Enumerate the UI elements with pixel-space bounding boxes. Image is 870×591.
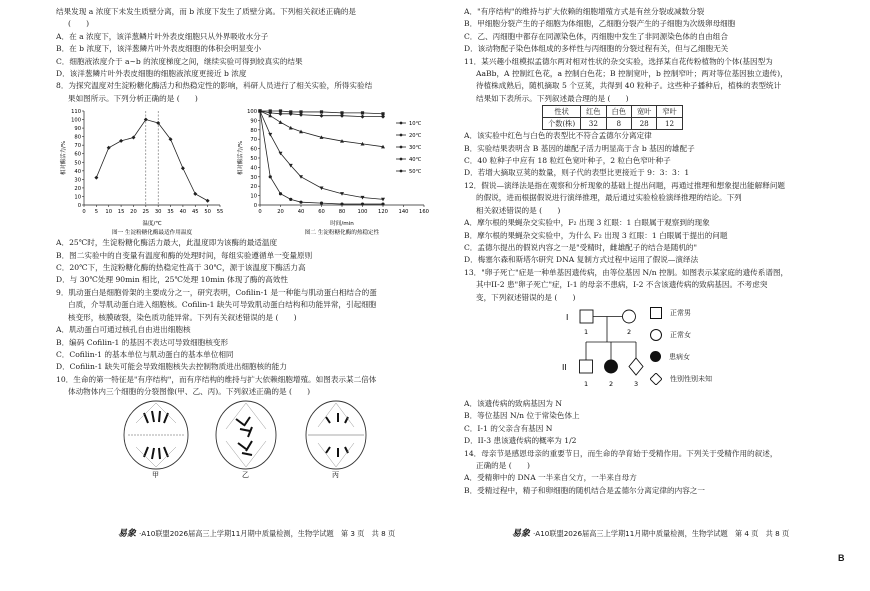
chart-optimal-temperature <box>56 105 236 237</box>
q12-options <box>464 217 836 267</box>
text-line: 10．生命的第一特征是"有序结构"，而有序结构的维持与扩大依赖细胞增殖。如图表示某二倍体 <box>56 374 377 384</box>
x-tick-label: 10 <box>105 209 113 216</box>
y-tick-label: 80 <box>74 134 81 141</box>
table-cell: 28 <box>631 118 656 130</box>
y-tick-label: 70 <box>250 137 257 144</box>
text-line: A．"有序结构"的维持与扩大依赖的细胞增殖方式是有丝分裂或减数分裂 <box>464 7 705 16</box>
x-tick-label: 30 <box>154 209 162 216</box>
text-line: B．受精过程中，精子和卵细胞的随机结合是孟德尔分离定律的内容之一 <box>464 485 705 495</box>
text-line: C．孟德尔提出的假说内容之一是"受精时，雌雄配子的结合是随机的" <box>464 242 698 252</box>
individual-number: 1 <box>584 379 589 388</box>
data-point <box>381 203 384 206</box>
legend-item <box>650 306 712 320</box>
chart1-ylabel: 相对酶活力/% <box>61 141 67 176</box>
chart1-xlabel: 温度/℃ <box>142 221 162 228</box>
data-point <box>258 110 261 113</box>
text-line: 13．"卵子死亡"症是一种单基因遗传病，由等位基因 N/n 控制。如图表示某家庭的遗传系谱图， <box>464 267 789 277</box>
text-line: 11．某兴趣小组模拟孟德尔两对相对性状的杂交实验，选择某自花传粉植物的个体(基因型为 <box>464 56 773 66</box>
individual-number: 2 <box>609 379 614 388</box>
text-line: B．编码 Cofilin-1 的基因不表达可导致细胞核变形 <box>56 337 229 347</box>
legend-item <box>650 328 712 342</box>
text-line: B．摩尔根的果蝇杂交实验中，为什么 F₂ 出现 3 红眼：1 白眼属于提出的问题 <box>464 230 728 240</box>
text-line: 结果发现 a 浓度下未发生质壁分离，而 b 浓度下发生了质壁分离。下列相关叙述正确的是 <box>56 7 357 16</box>
x-tick-label: 120 <box>378 209 388 216</box>
table-header-cell: 白色 <box>606 106 631 118</box>
cell-yi <box>216 401 276 469</box>
text-line: A．该实验中红色与白色的表型比不符合孟德尔分离定律 <box>464 131 652 141</box>
table-header-row <box>543 106 683 118</box>
brand-logo: 易象 <box>118 529 137 539</box>
y-tick-label: 30 <box>74 177 81 184</box>
data-point <box>299 201 302 204</box>
data-point <box>320 111 323 114</box>
text-line: D．该洋葱鳞片叶外表皮细胞的细胞液浓度更接近 b 浓度 <box>56 69 247 79</box>
q11-options <box>464 130 836 180</box>
text-line: 的假说，进而根据假说进行演绎推理，最后通过实验检验演绎推理的结论。下列 <box>476 193 742 203</box>
text-line: 结果如下表所示。下列叙述最合理的是 ( ) <box>476 93 629 103</box>
individual-number: 2 <box>627 327 632 336</box>
normal-male-symbol <box>580 310 593 323</box>
legend-label: 30℃ <box>409 145 422 152</box>
text-line: 8．为探究温度对生淀粉糖化酶活力和热稳定性的影响，科研人员进行了相关实验，所得实验结 <box>56 81 373 91</box>
data-point <box>193 192 197 196</box>
y-tick-label: 100 <box>247 109 257 116</box>
y-tick-label: 90 <box>250 118 257 125</box>
y-tick-label: 40 <box>74 169 81 176</box>
legend-label: 正常男 <box>670 308 691 317</box>
q9-stem <box>56 287 430 324</box>
x-tick-label: 50 <box>204 209 211 216</box>
text-line: 相关叙述错误的是 ( ) <box>476 205 561 215</box>
data-point <box>269 175 272 178</box>
unknown-sex-icon <box>650 373 662 385</box>
y-tick-label: 90 <box>74 126 81 133</box>
chart-thermal-stability <box>236 105 432 237</box>
table-header-cell: 红色 <box>581 106 606 118</box>
text-line: D．该动物配子染色体组成的多样性与丙细胞的分裂过程有关，但与乙细胞无关 <box>464 44 729 54</box>
legend-item <box>650 372 712 386</box>
y-tick-label: 0 <box>77 203 81 210</box>
legend-marker <box>400 122 403 125</box>
y-tick-label: 10 <box>74 194 81 201</box>
x-tick-label: 0 <box>82 209 86 216</box>
right-page <box>464 6 836 497</box>
x-tick-label: 45 <box>191 209 199 216</box>
text-line: A．摩尔根的果蝇杂交实验中，F₂ 出现 3 红眼：1 白眼属于观察到的现象 <box>464 218 710 228</box>
text-line: 14．母亲节是感恩母亲的重要节日，而生命的孕育始于受精作用。下列关于受精作用的叙述， <box>464 448 778 458</box>
text-line: 待植株成熟后，随机摘取 5 个豆荚，共得到 40 粒种子。这些种子播种后，植株的表型统计 <box>476 81 782 91</box>
footer-left <box>118 526 395 539</box>
data-point <box>279 121 283 125</box>
x-tick-label: 60 <box>318 209 325 216</box>
individual-number: 3 <box>634 379 639 388</box>
data-point <box>320 114 324 118</box>
data-point <box>361 203 364 206</box>
left-page <box>56 6 430 483</box>
x-tick-label: 35 <box>167 209 174 216</box>
chart2-ylabel: 相对酶活力/% <box>238 141 244 176</box>
x-tick-label: 160 <box>419 209 429 216</box>
footer-text: ·A10联盟2026届高三上学期11月期中质量检测，生物学试题 第 3 页 共 8 页 <box>139 529 396 538</box>
y-tick-label: 70 <box>74 143 81 150</box>
y-tick-label: 100 <box>71 117 81 124</box>
cell-division-figures <box>116 399 376 479</box>
footer-text: ·A10联盟2026届高三上学期11月期中质量检测，生物学试题 第 4 页 共 8 页 <box>533 529 790 538</box>
individual-number: 1 <box>584 327 589 336</box>
text-line: 核变形，核膜破裂，染色质功能异常。下列有关叙述错误的是 ( ) <box>68 312 297 322</box>
phenotype-table <box>542 105 683 130</box>
data-point <box>206 199 210 203</box>
q7-stem <box>56 6 430 31</box>
corner-letter: B <box>838 553 845 563</box>
text-line: A．25℃时，生淀粉糖化酶活力最大，此温度即为该酶的最适温度 <box>56 238 278 248</box>
text-line: A．肌动蛋白可通过核孔自由进出细胞核 <box>56 325 191 335</box>
x-tick-label: 20 <box>130 209 137 216</box>
y-tick-label: 110 <box>71 109 81 116</box>
text-line: B．在 b 浓度下，该洋葱鳞片叶外表皮细胞的体积会明显变小 <box>56 44 262 54</box>
data-point <box>107 146 111 150</box>
q13-stem <box>464 267 836 304</box>
text-line: C．乙、丙细胞中都存在同源染色体，丙细胞中发生了非同源染色体的自由组合 <box>464 31 728 41</box>
chart2-xlabel: 时间/min <box>330 221 354 228</box>
chart1-caption: 图一 生淀粉糖化酶最适作用温度 <box>111 230 193 237</box>
y-tick-label: 0 <box>253 203 257 210</box>
brand-logo: 易象 <box>512 529 531 539</box>
data-point <box>361 112 364 115</box>
y-tick-label: 10 <box>250 193 257 200</box>
y-tick-label: 80 <box>250 128 257 135</box>
table-row <box>543 118 683 130</box>
text-line: C．20℃下，生淀粉糖化酶的热稳定性高于 30℃，源于该温度下酶活力高 <box>56 263 306 273</box>
legend-label: 20℃ <box>409 133 422 140</box>
x-tick-label: 0 <box>258 209 262 216</box>
pedigree-figure <box>464 304 836 398</box>
data-point <box>268 114 272 118</box>
q8-stem <box>56 80 430 105</box>
unknown-sex-symbol <box>629 358 643 375</box>
y-tick-label: 20 <box>250 184 257 191</box>
y-tick-label: 60 <box>250 146 257 153</box>
q10-stem <box>56 374 430 399</box>
legend-marker <box>400 134 403 137</box>
data-point <box>94 176 98 180</box>
x-tick-label: 80 <box>338 209 346 216</box>
generation-label: I <box>566 312 569 322</box>
q10-options <box>464 6 836 56</box>
q7-options <box>56 31 430 81</box>
data-point <box>119 139 123 143</box>
affected-female-symbol <box>605 360 618 373</box>
normal-male-symbol <box>580 360 593 373</box>
series-line <box>260 111 383 199</box>
table-cell: 32 <box>581 118 606 130</box>
text-line: 变，下列叙述错误的是 ( ) <box>476 292 576 302</box>
text-line: 体动物体内三个细胞的分裂图像(甲、乙、丙)。下列叙述正确的是 ( ) <box>68 387 311 397</box>
q14-options <box>464 472 836 497</box>
normal-female-symbol <box>623 310 636 323</box>
legend-marker <box>400 170 403 173</box>
footer-right <box>512 526 789 539</box>
x-tick-label: 5 <box>94 209 99 216</box>
text-line: 9．肌动蛋白是细胞骨架的主要成分之一，研究表明，Cofilin-1 是一种能与肌动蛋白相结合的蛋 <box>56 287 377 297</box>
text-line: D．Cofilin-1 缺失可能会导致细胞核失去控制物质进出细胞核的能力 <box>56 362 287 372</box>
data-point <box>279 192 282 195</box>
x-tick-label: 15 <box>117 209 125 216</box>
cell-label-bing: 丙 <box>332 470 339 479</box>
pedigree-legend <box>650 306 712 386</box>
table-header-cell: 窄叶 <box>657 106 682 118</box>
normal-male-icon <box>650 307 662 319</box>
affected-female-icon <box>650 351 661 362</box>
x-tick-label: 25 <box>142 209 150 216</box>
data-point <box>361 115 365 119</box>
q8-options <box>56 237 430 287</box>
data-point <box>268 133 272 137</box>
data-point <box>181 167 185 171</box>
data-point <box>320 202 323 205</box>
text-line: AaBb，A 控制红色花，a 控制白色花；B 控制宽叶，b 控制窄叶；两对等位基因独立遗传)， <box>476 69 788 79</box>
table-header-cell: 宽叶 <box>631 106 656 118</box>
text-line: 白质，介导肌动蛋白进入细胞核。Cofilin-1 缺失可导致肌动蛋白结构和功能异常，引起细胞 <box>68 300 377 310</box>
x-tick-label: 140 <box>398 209 409 216</box>
text-line: B．等位基因 N/n 位于常染色体上 <box>464 411 580 421</box>
normal-female-icon <box>650 329 662 341</box>
series-line <box>96 120 207 201</box>
q14-stem <box>464 448 836 473</box>
x-tick-label: 20 <box>277 209 284 216</box>
text-line: 其中II-2 患"卵子死亡"症，I-1 的母亲不患病，I-2 不含该遗传病的致病基因。不考虑突 <box>476 280 768 290</box>
table-cell: 12 <box>657 118 682 130</box>
q12-stem <box>464 180 836 217</box>
generation-label: II <box>562 362 567 372</box>
text-line: 12．假说—演绎法是指在观察和分析现象的基础上提出问题，再通过推理和想象提出能解释问题 <box>464 180 786 190</box>
text-line: D．若增大摘取豆荚的数量，则子代的表型比更接近于 9：3：3：1 <box>464 168 690 178</box>
legend-label: 50℃ <box>409 169 422 176</box>
y-tick-label: 50 <box>74 160 81 167</box>
q11-stem <box>464 56 836 106</box>
x-tick-label: 100 <box>357 209 368 216</box>
text-line: C．40 粒种子中应有 18 粒红色宽叶种子，2 粒白色窄叶种子 <box>464 156 671 166</box>
text-line: A．在 a 浓度下，该洋葱鳞片叶外表皮细胞只从外界吸收水分子 <box>56 31 269 41</box>
legend-label: 性别性别未知 <box>670 374 712 383</box>
y-tick-label: 40 <box>250 165 257 172</box>
legend-marker <box>400 158 403 161</box>
data-point <box>289 126 293 130</box>
text-line: D．梅塞尔森和斯塔尔研究 DNA 复制方式过程中运用了假说—演绎法 <box>464 255 699 265</box>
table-header-cell: 性状 <box>543 106 581 118</box>
text-line: B．甲细胞分裂产生的子细胞为体细胞，乙细胞分裂产生的子细胞为次级卵母细胞 <box>464 19 736 29</box>
text-line: D．II-3 患该遗传病的概率为 1/2 <box>464 436 577 446</box>
data-point <box>340 203 343 206</box>
y-tick-label: 60 <box>74 151 81 158</box>
text-line: B．实验结果表明含 B 基因的雄配子活力明显高于含 b 基因的雄配子 <box>464 143 695 153</box>
legend-marker <box>400 146 403 149</box>
text-line: B．图二实验中的自变量有温度和酶的处理时间，每组实验遵循单一变量原则 <box>56 250 313 260</box>
text-line: C．细胞液浓度介于 a~b 的浓度梯度之间，继续实验可得到较真实的结果 <box>56 56 303 66</box>
q9-options <box>56 324 430 374</box>
y-tick-label: 20 <box>74 186 81 193</box>
series-line <box>260 111 383 204</box>
x-tick-label: 40 <box>179 209 187 216</box>
legend-label: 患病女 <box>669 352 690 361</box>
y-tick-label: 30 <box>250 175 257 182</box>
data-point <box>289 198 292 201</box>
y-tick-label: 50 <box>250 156 257 163</box>
text-line: A．受精卵中的 DNA 一半来自父方，一半来自母方 <box>464 473 637 483</box>
cell-label-jia: 甲 <box>152 470 159 479</box>
legend-label: 10℃ <box>409 121 422 128</box>
x-tick-label: 40 <box>297 209 305 216</box>
text-line: 正确的是 ( ) <box>476 460 530 470</box>
cell-jia <box>124 401 188 469</box>
legend-item <box>650 350 712 364</box>
text-line: C．I-1 的父亲含有基因 N <box>464 423 553 433</box>
chart2-caption: 图二 生淀粉糖化酶的热稳定性 <box>304 230 380 237</box>
text-line: D．与 30℃处理 90min 相比，25℃处理 10min 体现了酶的高效性 <box>56 275 288 285</box>
text-line: C．Cofilin-1 的基本单位与肌动蛋白的基本单位相同 <box>56 349 234 359</box>
q8-charts <box>56 105 430 237</box>
cell-bing <box>306 401 366 469</box>
legend-label: 正常女 <box>670 330 691 339</box>
cell-label-yi: 乙 <box>242 470 249 479</box>
legend-label: 40℃ <box>409 157 422 164</box>
text-line: 果如图所示。下列分析正确的是 ( ) <box>68 93 198 103</box>
x-tick-label: 55 <box>216 209 224 216</box>
table-cell: 个数(株) <box>543 118 581 130</box>
text-line: A．该遗传病的致病基因为 N <box>464 398 563 408</box>
text-line: ( ) <box>68 19 90 29</box>
data-point <box>299 175 303 179</box>
q13-options <box>464 398 836 448</box>
table-cell: 8 <box>606 118 631 130</box>
